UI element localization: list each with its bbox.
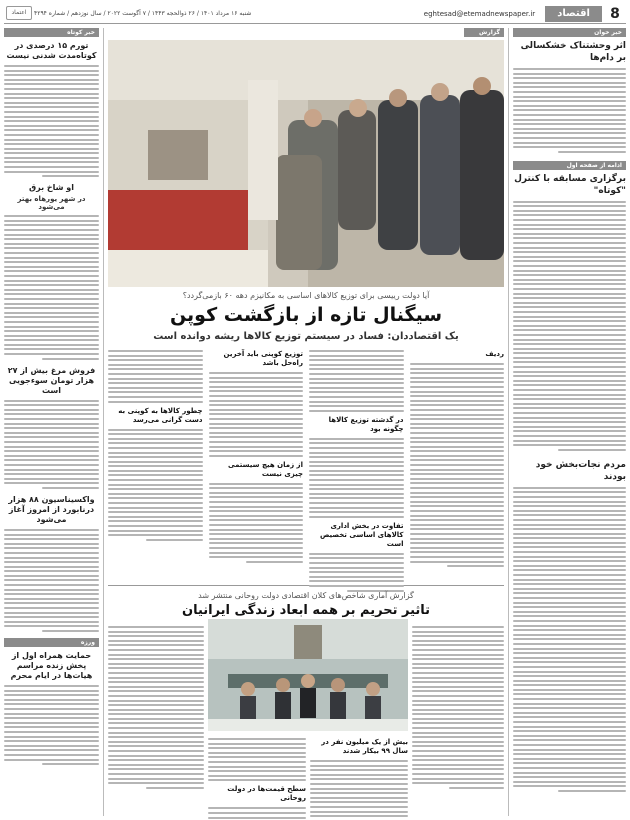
left-article-3-body	[4, 398, 99, 491]
right-headline-3: مردم نجات‌بخش خود بودند	[535, 459, 626, 482]
main-photo-queue	[108, 40, 504, 287]
page-header	[4, 4, 626, 24]
main-caption-top: آیا دولت رییسی برای توزیع کالاهای اساسی به مکانیزم دهه ۶۰ بازمی‌گردد؟	[182, 291, 430, 300]
website-address: eghtesad@etemadnewspaper.ir	[423, 9, 536, 18]
right-kicker-2: ادامه از صفحه اول	[513, 161, 626, 170]
main-inner-head-5: از زمان هیچ سیستمی چیزی نیست	[228, 460, 303, 478]
main-inner-head-3: توزیع کوپنی باید آخرین راه‌حل باشد	[223, 350, 303, 367]
left-subhead-2: در شهر یورهاه بهتر می‌شود	[17, 195, 86, 212]
main-inner-head-2: در گذشته توزیع کالاها چگونه بود	[328, 415, 404, 433]
left-article-1-body	[4, 63, 99, 179]
left-article-2-body	[4, 213, 99, 361]
main-body-col-2	[309, 348, 404, 585]
second-inner-head-1: بیش از یک میلیون نفر در سال ۹۹ بیکار شدند	[321, 738, 408, 755]
main-inner-head-6: تفاوت در بخش اداری کالاهای اساسی تخصیص است	[319, 521, 404, 548]
right-article-3-body	[513, 485, 626, 794]
left-kicker-2: ورزه	[4, 638, 99, 647]
left-article-5-body	[4, 683, 99, 767]
second-body-under-col-1	[310, 736, 408, 816]
left-headline-3: فروش مرغ بیش از ۲۷ هزار تومان سوءجویی است	[7, 365, 96, 395]
newspaper-logo: اعتماد	[6, 6, 32, 20]
left-headline-4: واکسیناسیون ۸۸ هزار درنابورد از امروز آغاز می‌شود	[8, 494, 95, 524]
main-headline: سیگنال تازه از بازگشت کوپن	[169, 304, 443, 326]
left-headline-2: او شاخ برق	[28, 183, 75, 193]
main-section-label: گزارش	[464, 28, 504, 37]
main-column	[108, 28, 504, 816]
left-column	[4, 28, 104, 816]
left-headline-1: تورم ۱۵ درصدی در کوتاه‌مدت شدنی نیست	[6, 41, 97, 60]
second-body-under-col-2	[208, 736, 306, 816]
main-body-col-1	[410, 348, 505, 585]
right-article-2-body	[513, 199, 626, 453]
main-body-col-4	[108, 348, 203, 585]
section-tab: اقتصاد	[545, 6, 602, 22]
main-body-col-3	[209, 348, 304, 585]
second-body-under-photo	[208, 736, 408, 816]
left-article-4-body	[4, 527, 99, 634]
right-headline-1: اثر وحشتناک خشکسالی بر دام‌ها	[520, 41, 626, 63]
main-subhead: یک اقتصاددان: فساد در سیستم توزیع کالاها ریشه دوانده است	[153, 331, 459, 342]
second-inner-head-2: سطح قیمت‌ها در دولت روحانی	[227, 785, 306, 803]
second-caption-top: گزارش آماری شاخص‌های کلان اقتصادی دولت روحانی منتشر شد	[198, 591, 414, 600]
page-number: 8	[610, 5, 620, 22]
main-article-body	[108, 348, 504, 586]
second-body-col-right	[412, 624, 504, 814]
cabinet-meeting-photo	[208, 619, 408, 731]
second-body-col-left	[108, 624, 204, 814]
right-kicker-1: خبر خوان	[513, 28, 626, 37]
second-headline: تاثیر تحریم بر همه ابعاد زندگی ایرانیان	[181, 603, 431, 618]
dateline: شنبه ۱۶ مرداد ۱۴۰۱ / ۲۶ ذوالحجه ۱۴۴۳ / ۷ آگوست ۲۰۲۲ / سال نوزدهم / شماره ۴۲۹۴	[34, 10, 252, 17]
left-kicker-1: خبر کوتاه	[4, 28, 99, 37]
main-inner-head-1: ردیف	[485, 350, 504, 358]
right-column	[508, 28, 626, 816]
main-inner-head-4: چطور کالاها به کوپنی به دست گرانی می‌رسد	[118, 406, 203, 424]
right-headline-2: برگزاری مسابقه با کنترل "کوتاه"	[514, 173, 626, 196]
left-headline-5: حمایت همراه اول از پخش زنده مراسم هیات‌ها در ایام محرم	[10, 651, 93, 680]
right-article-1-body	[513, 66, 626, 155]
